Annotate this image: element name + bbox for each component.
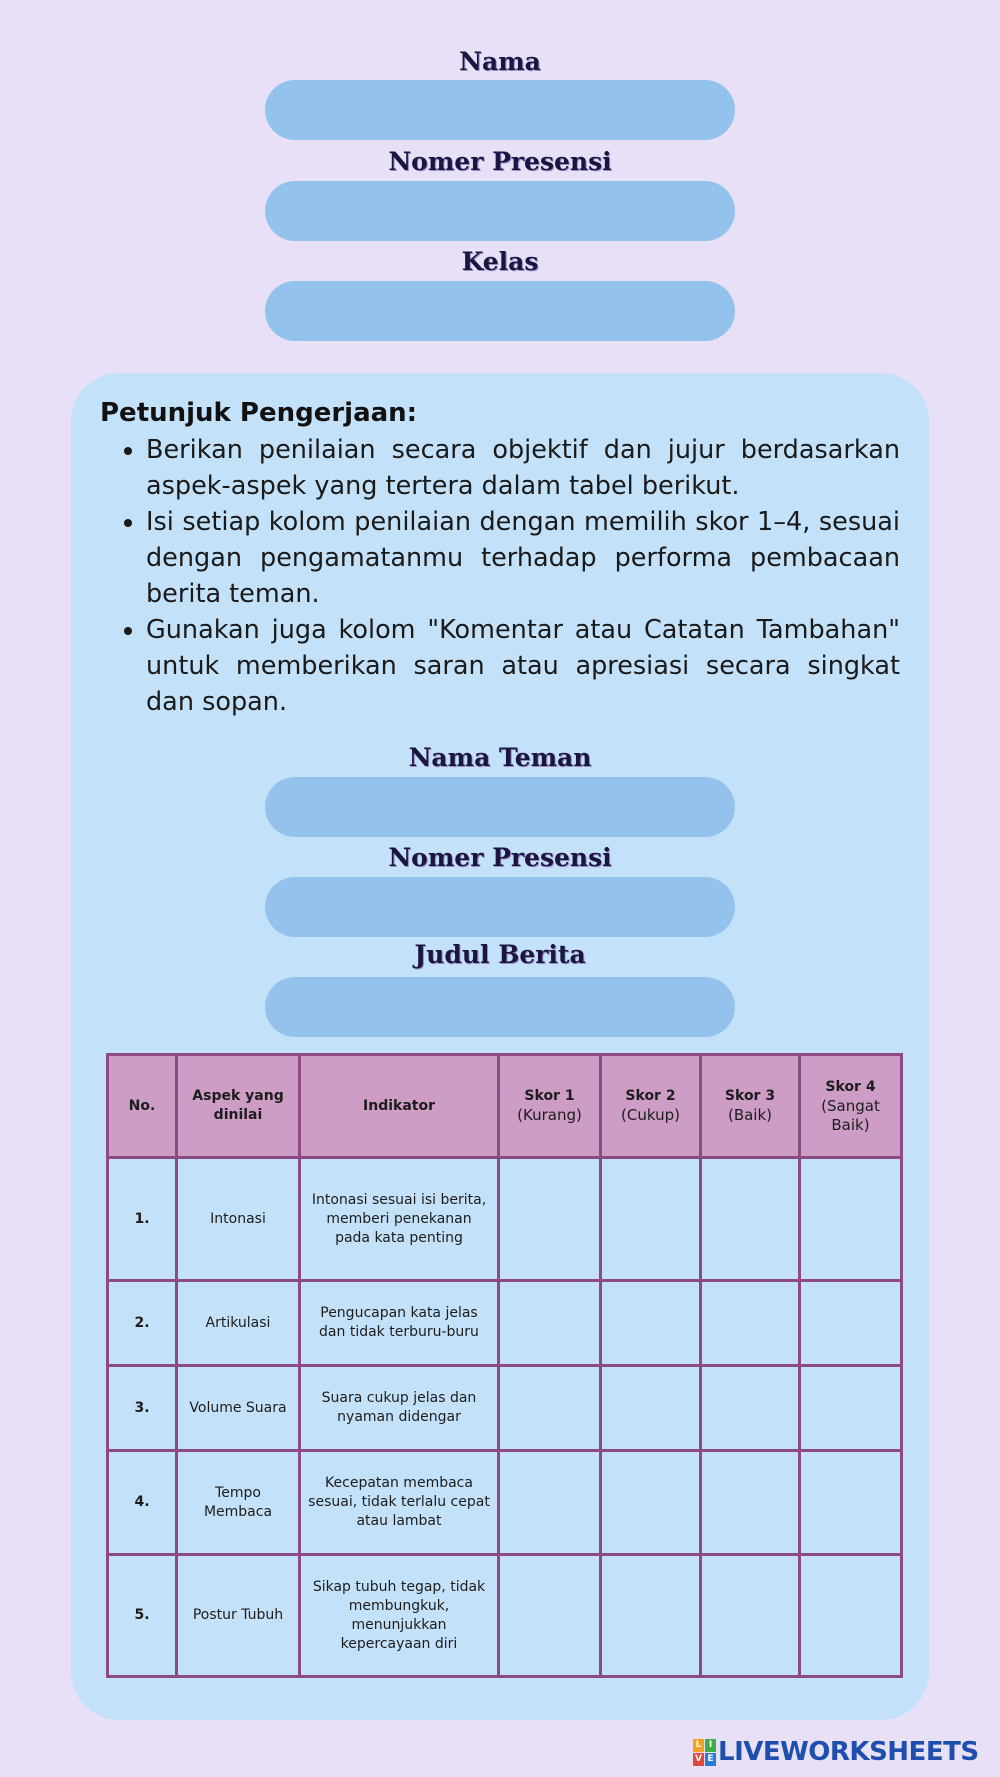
judul-berita-input[interactable] [265, 977, 735, 1037]
nama-input[interactable] [265, 80, 735, 140]
nomer-presensi-teman-input[interactable] [265, 877, 735, 937]
logo-text: LIVEWORKSHEETS [718, 1737, 979, 1767]
row-indicator: Pengucapan kata jelas dan tidak terburu-buru [300, 1281, 499, 1366]
header-skor-2-title: Skor 2 [625, 1088, 676, 1104]
score-cell-1[interactable] [499, 1281, 601, 1366]
logo-icon-letter: V [693, 1753, 704, 1766]
table-row [108, 1451, 902, 1555]
row-aspect: Intonasi [177, 1158, 300, 1281]
logo-icon-letter: L [693, 1739, 704, 1752]
row-aspect: Tempo Membaca [177, 1451, 300, 1555]
header-skor-4 [800, 1055, 902, 1158]
row-indicator: Intonasi sesuai isi berita, memberi penekanan pada kata penting [300, 1158, 499, 1281]
score-cell-3[interactable] [701, 1158, 800, 1281]
instruction-item: • Gunakan juga kolom "Komentar atau Catatan Tambahan" untuk memberikan saran atau apresiasi secara singkat dan sopan. [146, 612, 900, 720]
nomer-presensi-input[interactable] [265, 181, 735, 241]
score-cell-4[interactable] [800, 1366, 902, 1451]
nomer-presensi-teman-label: Nomer Presensi [388, 843, 612, 872]
header-indicator: Indikator [300, 1055, 499, 1158]
header-skor-3-sub: (Baik) [727, 1106, 773, 1124]
row-indicator: Suara cukup jelas dan nyaman didengar [300, 1366, 499, 1451]
liveworksheets-logo-icon [693, 1739, 716, 1766]
row-number: 3. [108, 1366, 177, 1451]
score-cell-1[interactable] [499, 1158, 601, 1281]
nama-teman-input[interactable] [265, 777, 735, 837]
judul-berita-label: Judul Berita [414, 940, 586, 969]
score-cell-4[interactable] [800, 1158, 902, 1281]
row-indicator: Kecepatan membaca sesuai, tidak terlalu cepat atau lambat [300, 1451, 499, 1555]
header-skor-3-title: Skor 3 [724, 1088, 776, 1104]
score-cell-3[interactable] [701, 1555, 800, 1677]
table-row [108, 1366, 902, 1451]
header-skor-1-sub: (Kurang) [517, 1106, 582, 1124]
header-skor-1 [499, 1055, 601, 1158]
nama-label: Nama [459, 47, 541, 76]
nama-teman-label: Nama Teman [408, 743, 592, 772]
header-skor-2 [601, 1055, 701, 1158]
score-cell-1[interactable] [499, 1555, 601, 1677]
score-cell-3[interactable] [701, 1366, 800, 1451]
score-cell-1[interactable] [499, 1366, 601, 1451]
instruction-item: • Berikan penilaian secara objektif dan jujur berdasarkan aspek-aspek yang tertera dalam tabel berikut. [146, 432, 900, 504]
row-number: 5. [108, 1555, 177, 1677]
table-row [108, 1281, 902, 1366]
instructions-list [100, 432, 900, 720]
row-aspect: Volume Suara [177, 1366, 300, 1451]
score-cell-4[interactable] [800, 1281, 902, 1366]
row-number: 4. [108, 1451, 177, 1555]
header-skor-4-title: Skor 4 [825, 1078, 876, 1095]
score-cell-2[interactable] [601, 1158, 701, 1281]
row-indicator: Sikap tubuh tegap, tidak membungkuk, menunjukkan kepercayaan diri [300, 1555, 499, 1677]
score-cell-3[interactable] [701, 1281, 800, 1366]
table-row [108, 1158, 902, 1281]
score-cell-4[interactable] [800, 1555, 902, 1677]
liveworksheets-logo [693, 1736, 989, 1768]
header-skor-1-title: Skor 1 [524, 1088, 575, 1104]
instructions-title: Petunjuk Pengerjaan: [100, 398, 418, 428]
header-skor-2-sub: (Cukup) [621, 1106, 680, 1124]
score-cell-4[interactable] [800, 1451, 902, 1555]
nomer-presensi-label: Nomer Presensi [388, 147, 612, 176]
row-number: 1. [108, 1158, 177, 1281]
logo-icon-letter: E [705, 1753, 716, 1766]
table-header-row [108, 1055, 902, 1158]
row-number: 2. [108, 1281, 177, 1366]
table-row [108, 1555, 902, 1677]
score-cell-2[interactable] [601, 1555, 701, 1677]
kelas-label: Kelas [461, 247, 539, 276]
score-cell-2[interactable] [601, 1366, 701, 1451]
row-aspect: Postur Tubuh [177, 1555, 300, 1677]
rubric-table [106, 1053, 903, 1678]
header-aspect: Aspek yang dinilai [177, 1055, 300, 1158]
score-cell-2[interactable] [601, 1281, 701, 1366]
kelas-input[interactable] [265, 281, 735, 341]
score-cell-3[interactable] [701, 1451, 800, 1555]
instruction-item: • Isi setiap kolom penilaian dengan memilih skor 1–4, sesuai dengan pengamatanmu terhadap performa pembacaan berita teman. [146, 504, 900, 612]
score-cell-2[interactable] [601, 1451, 701, 1555]
score-cell-1[interactable] [499, 1451, 601, 1555]
header-no: No. [108, 1055, 177, 1158]
header-skor-4-sub: (Sangat Baik) [821, 1096, 880, 1134]
row-aspect: Artikulasi [177, 1281, 300, 1366]
logo-icon-letter: I [705, 1739, 716, 1752]
header-skor-3 [701, 1055, 800, 1158]
